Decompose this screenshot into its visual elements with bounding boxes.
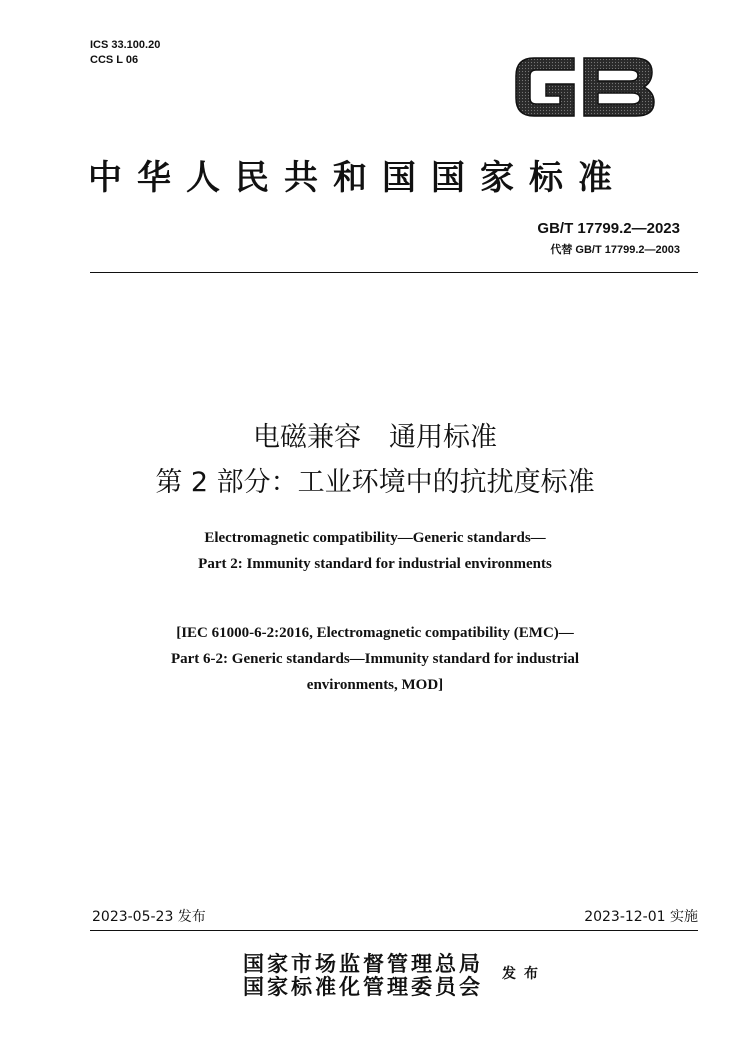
ics-code: ICS 33.100.20 xyxy=(90,39,161,51)
title-cn-line2: 第 2 部分：工业环境中的抗扰度标准 xyxy=(155,467,595,498)
title-en-line2: Part 2: Immunity standard for industrial environments xyxy=(198,556,552,572)
title-en-line1: Electromagnetic compatibility—Generic standards— xyxy=(204,530,546,546)
publish-date: 2023-05-23 发布 xyxy=(92,909,206,925)
top-divider xyxy=(90,272,698,273)
title-cn-part-b: 通用标准 xyxy=(389,422,497,453)
title-cn-part-a: 电磁兼容 xyxy=(253,422,361,453)
title-cn-line1 xyxy=(0,418,750,458)
bottom-divider xyxy=(90,930,698,931)
ccs-code: CCS L 06 xyxy=(90,54,139,66)
issue-label: 发布 xyxy=(502,966,546,982)
iec-reference-line2: Part 6-2: Generic standards—Immunity standard for industrial xyxy=(170,651,580,667)
replaces-standard: 代替 GB/T 17799.2—2003 xyxy=(550,244,680,256)
gb-logo xyxy=(512,52,657,122)
standard-number: GB/T 17799.2—2023 xyxy=(537,220,680,237)
issuer-sac: 国家标准化管理委员会 xyxy=(243,974,483,999)
classification-codes xyxy=(90,38,160,68)
effective-date: 2023-12-01 实施 xyxy=(584,909,698,925)
issuer-samr: 国家市场监督管理总局 xyxy=(243,951,483,976)
standard-type-heading: 中华人民共和国国家标准 xyxy=(88,158,627,198)
iec-reference-line1: [IEC 61000-6-2:2016, Electromagnetic compatibility (EMC)— xyxy=(176,625,574,641)
iec-reference-line3: environments, MOD] xyxy=(306,677,444,693)
